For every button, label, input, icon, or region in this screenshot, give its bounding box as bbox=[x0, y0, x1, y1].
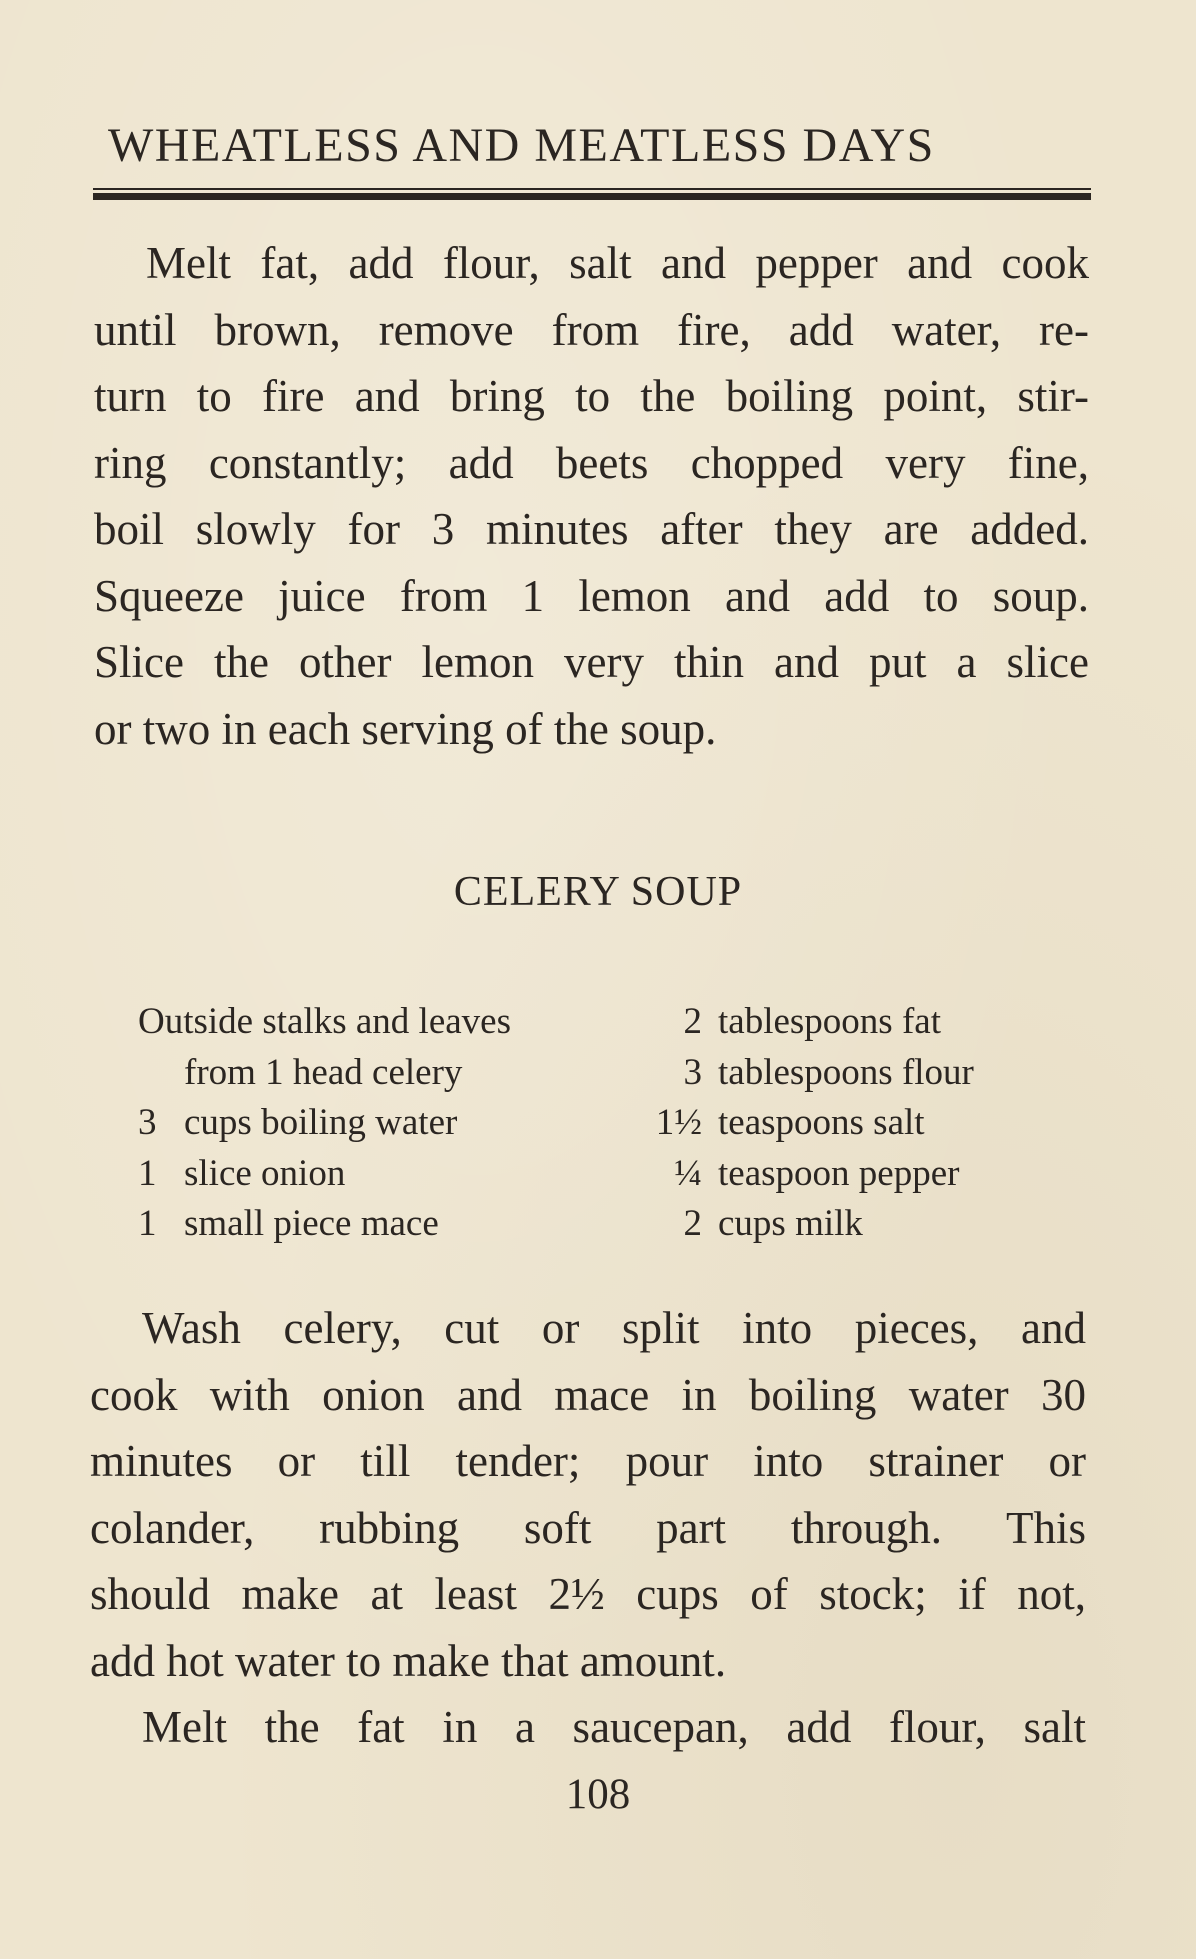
paragraph-line: boil slowly for 3 minutes after they are added. bbox=[94, 504, 1089, 554]
ingredient-quantity: 3 bbox=[683, 1051, 702, 1093]
paragraph-line: colander, rubbing soft part through. This bbox=[90, 1502, 1086, 1553]
ingredient-item bbox=[630, 1149, 1090, 1200]
ingredient-item bbox=[630, 1098, 1090, 1149]
ingredient-text: cups boiling water bbox=[184, 1102, 458, 1143]
ingredients-right-column bbox=[630, 997, 1090, 1250]
ingredient-item bbox=[630, 997, 1090, 1048]
beet-soup-method-paragraph bbox=[94, 230, 1089, 762]
paragraph-line: or two in each serving of the soup. bbox=[94, 703, 717, 754]
paragraph-line: Squeeze juice from 1 lemon and add to soup. bbox=[94, 570, 1089, 621]
ingredient-quantity: 2 bbox=[683, 1203, 702, 1244]
ingredient-item bbox=[138, 1098, 608, 1149]
paragraph-line: Slice the other lemon very thin and put a slice bbox=[94, 637, 1089, 687]
header-double-rule bbox=[93, 188, 1091, 202]
celery-soup-method-paragraph bbox=[90, 1295, 1086, 1694]
ingredient-text: from 1 head celery bbox=[184, 1051, 463, 1093]
ingredient-item bbox=[138, 1199, 608, 1250]
paragraph-line: turn to fire and bring to the boiling point, stir- bbox=[94, 371, 1089, 421]
ingredients-left-column bbox=[138, 997, 608, 1250]
header-rule-thin bbox=[93, 188, 1091, 190]
paragraph-line: ring constantly; add beets chopped very fine, bbox=[94, 437, 1089, 488]
paragraph-line: Wash celery, cut or split into pieces, and bbox=[142, 1303, 1086, 1353]
ingredient-quantity: 3 bbox=[138, 1102, 157, 1143]
ingredient-quantity: 2 bbox=[683, 1001, 702, 1042]
ingredient-quantity: 1½ bbox=[655, 1102, 702, 1143]
ingredient-text: Outside stalks and leaves bbox=[138, 1001, 511, 1042]
celery-soup-second-paragraph bbox=[90, 1694, 1086, 1761]
ingredient-item bbox=[138, 1149, 608, 1200]
paragraph-line: cook with onion and mace in boiling water 30 bbox=[90, 1369, 1086, 1420]
ingredient-text: teaspoons salt bbox=[718, 1102, 925, 1143]
ingredient-quantity: 1 bbox=[138, 1152, 157, 1194]
ingredient-text: cups milk bbox=[718, 1203, 863, 1244]
ingredient-text: tablespoons flour bbox=[718, 1051, 974, 1093]
paragraph-line: until brown, remove from fire, add water, re- bbox=[94, 304, 1089, 355]
ingredient-item bbox=[630, 1048, 1090, 1099]
paragraph-line: add hot water to make that amount. bbox=[90, 1635, 727, 1686]
paragraph-line: minutes or till tender; pour into strainer or bbox=[90, 1436, 1086, 1486]
ingredient-quantity: 1 bbox=[138, 1203, 157, 1244]
ingredient-item bbox=[138, 1048, 608, 1099]
paragraph-line: Melt the fat in a saucepan, add flour, salt bbox=[142, 1702, 1086, 1752]
ingredient-text: slice onion bbox=[184, 1152, 346, 1194]
running-head: WHEATLESS AND MEATLESS DAYS bbox=[108, 119, 935, 172]
recipe-title: CELERY SOUP bbox=[453, 869, 743, 915]
ingredient-quantity: ¼ bbox=[674, 1152, 702, 1194]
ingredient-item bbox=[630, 1199, 1090, 1250]
ingredient-text: tablespoons fat bbox=[718, 1001, 941, 1042]
ingredient-item bbox=[138, 997, 608, 1048]
header-rule-thick bbox=[93, 193, 1091, 200]
paragraph-line: Melt fat, add flour, salt and pepper and cook bbox=[146, 238, 1089, 288]
page-number: 108 bbox=[565, 1771, 631, 1818]
paragraph-line: should make at least 2½ cups of stock; if not, bbox=[90, 1569, 1086, 1619]
ingredient-text: teaspoon pepper bbox=[718, 1152, 960, 1194]
ingredient-text: small piece mace bbox=[184, 1203, 439, 1244]
